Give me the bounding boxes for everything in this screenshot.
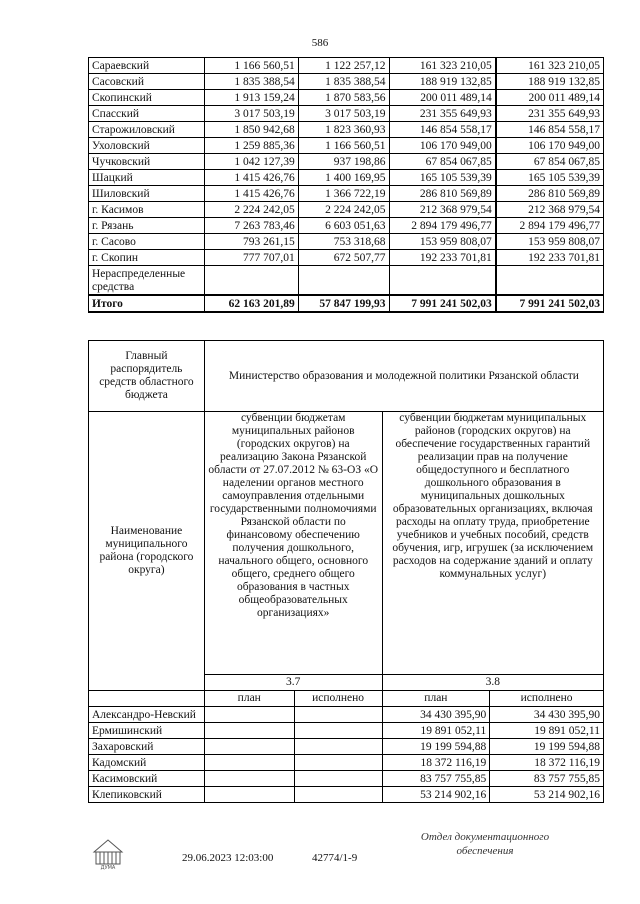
- row-value: 3 017 503,19: [298, 106, 389, 122]
- row-value: 19 199 594,88: [382, 739, 490, 755]
- row-value: 777 707,01: [204, 250, 298, 266]
- row-value: 161 323 210,05: [389, 58, 496, 74]
- row-value: [204, 723, 294, 739]
- row-value: 1 166 560,51: [298, 138, 389, 154]
- row-value: 200 011 489,14: [389, 90, 496, 106]
- row-value: 1 166 560,51: [204, 58, 298, 74]
- table-row: [89, 122, 604, 138]
- row-name: Ухоловский: [89, 138, 205, 154]
- row-name: г. Касимов: [89, 202, 205, 218]
- row-value: 106 170 949,00: [496, 138, 604, 154]
- row-value: 7 991 241 502,03: [496, 295, 604, 312]
- row-value: 231 355 649,93: [389, 106, 496, 122]
- row-value: 1 913 159,24: [204, 90, 298, 106]
- row-name: Итого: [89, 295, 205, 312]
- row-value: [496, 266, 604, 296]
- row-value: 188 919 132,85: [496, 74, 604, 90]
- row-value: 2 224 242,05: [204, 202, 298, 218]
- row-value: 1 415 426,76: [204, 170, 298, 186]
- row-value: 18 372 116,19: [490, 755, 604, 771]
- row-value: 188 919 132,85: [389, 74, 496, 90]
- footer-datetime: 29.06.2023 12:03:00: [182, 852, 274, 864]
- plan-header-37: план: [204, 691, 294, 707]
- department-stamp: [400, 830, 570, 858]
- table-row: [89, 755, 604, 771]
- table-row: [89, 58, 604, 74]
- row-value: 1 415 426,76: [204, 186, 298, 202]
- row-name: Спасский: [89, 106, 205, 122]
- row-value: [294, 707, 382, 723]
- row-value: 672 507,77: [298, 250, 389, 266]
- row-value: [389, 266, 496, 296]
- row-value: 192 233 701,81: [496, 250, 604, 266]
- row-value: 19 891 052,11: [382, 723, 490, 739]
- table-row: [89, 787, 604, 803]
- row-value: 67 854 067,85: [389, 154, 496, 170]
- row-value: 18 372 116,19: [382, 755, 490, 771]
- row-value: 1 850 942,68: [204, 122, 298, 138]
- row-value: 1 835 388,54: [204, 74, 298, 90]
- table-row: [89, 295, 604, 312]
- row-value: 286 810 569,89: [389, 186, 496, 202]
- row-value: 2 894 179 496,77: [389, 218, 496, 234]
- plan-header-38: план: [382, 691, 490, 707]
- row-name: Старожиловский: [89, 122, 205, 138]
- row-name: Нераспределенные средства: [89, 266, 205, 296]
- stamp-line-2: обеспечения: [456, 845, 514, 857]
- table-row: [89, 186, 604, 202]
- row-value: 1 870 583,56: [298, 90, 389, 106]
- row-value: 2 894 179 496,77: [496, 218, 604, 234]
- duma-logo-icon: [88, 830, 128, 870]
- row-name: Александро-Невский: [89, 707, 205, 723]
- row-value: 83 757 755,85: [382, 771, 490, 787]
- row-value: 62 163 201,89: [204, 295, 298, 312]
- row-value: 1 042 127,39: [204, 154, 298, 170]
- row-value: [298, 266, 389, 296]
- row-value: 53 214 902,16: [382, 787, 490, 803]
- table-row: [89, 138, 604, 154]
- row-name: Кадомский: [89, 755, 205, 771]
- row-value: 937 198,86: [298, 154, 389, 170]
- row-value: 286 810 569,89: [496, 186, 604, 202]
- row-value: [204, 755, 294, 771]
- row-value: 1 823 360,93: [298, 122, 389, 138]
- done-header-38: исполнено: [490, 691, 604, 707]
- municipality-label: Наименование муниципального района (городского округа): [89, 412, 205, 691]
- table-row: [89, 170, 604, 186]
- table-row: [89, 234, 604, 250]
- row-value: 161 323 210,05: [496, 58, 604, 74]
- row-value: 1 259 885,36: [204, 138, 298, 154]
- row-name: Шиловский: [89, 186, 205, 202]
- row-value: 212 368 979,54: [389, 202, 496, 218]
- row-value: 67 854 067,85: [496, 154, 604, 170]
- table-row: [89, 106, 604, 122]
- table-row-unallocated: [89, 266, 604, 296]
- page-number: 586: [311, 37, 329, 49]
- row-value: [294, 787, 382, 803]
- row-value: 7 263 783,46: [204, 218, 298, 234]
- row-value: 212 368 979,54: [496, 202, 604, 218]
- logo-text: ДУМА: [100, 865, 116, 870]
- row-value: 53 214 902,16: [490, 787, 604, 803]
- manager-label: Главный распорядитель средств областного бюджета: [89, 341, 205, 412]
- table-row: [89, 154, 604, 170]
- row-value: 146 854 558,17: [389, 122, 496, 138]
- row-name: Клепиковский: [89, 787, 205, 803]
- row-value: 2 224 242,05: [298, 202, 389, 218]
- row-value: 19 199 594,88: [490, 739, 604, 755]
- col-37-code: 3.7: [204, 675, 382, 691]
- manager-value: Министерство образования и молодежной политики Рязанской области: [204, 341, 603, 412]
- row-name: Ермишинский: [89, 723, 205, 739]
- stamp-line-1: Отдел документационного: [420, 831, 550, 843]
- row-name: г. Рязань: [89, 218, 205, 234]
- row-value: [294, 755, 382, 771]
- table-row: [89, 739, 604, 755]
- table-row: [89, 74, 604, 90]
- row-value: [204, 707, 294, 723]
- row-value: 153 959 808,07: [496, 234, 604, 250]
- row-value: 57 847 199,93: [298, 295, 389, 312]
- budget-table-bottom: [88, 340, 604, 803]
- row-value: 6 603 051,63: [298, 218, 389, 234]
- row-value: 1 400 169,95: [298, 170, 389, 186]
- col-38-code: 3.8: [382, 675, 603, 691]
- row-value: 146 854 558,17: [496, 122, 604, 138]
- row-value: 34 430 395,90: [382, 707, 490, 723]
- col-38-description: субвенции бюджетам муниципальных районов (городских округов) на обеспечение государственных гарантий реализации прав на получение общедоступного и бесплатного дошкольного образования в муниципальных дошкольных образовательных организациях, включая расходы на оплату труда, приобретение учебников и учебных пособий, средств обучения, игр, игрушек (за исключением расходов на содержание зданий и оплату коммунальных услуг): [382, 412, 603, 675]
- row-name: Захаровский: [89, 739, 205, 755]
- budget-table-top: [88, 57, 604, 313]
- row-value: [294, 723, 382, 739]
- row-name: Шацкий: [89, 170, 205, 186]
- row-value: 1 366 722,19: [298, 186, 389, 202]
- row-name: Скопинский: [89, 90, 205, 106]
- row-name: Касимовский: [89, 771, 205, 787]
- row-value: [294, 771, 382, 787]
- row-value: 3 017 503,19: [204, 106, 298, 122]
- table-row: [89, 218, 604, 234]
- row-name: Сасовский: [89, 74, 205, 90]
- row-value: [204, 787, 294, 803]
- empty-header-cell: [89, 691, 205, 707]
- table-row: [89, 202, 604, 218]
- table-row: [89, 250, 604, 266]
- row-value: [204, 739, 294, 755]
- row-name: г. Сасово: [89, 234, 205, 250]
- row-name: Сараевский: [89, 58, 205, 74]
- row-name: г. Скопин: [89, 250, 205, 266]
- table-row: [89, 90, 604, 106]
- row-value: 83 757 755,85: [490, 771, 604, 787]
- row-value: 793 261,15: [204, 234, 298, 250]
- table-row: [89, 707, 604, 723]
- row-value: 231 355 649,93: [496, 106, 604, 122]
- footer-doc-number: 42774/1-9: [312, 852, 358, 864]
- row-value: 19 891 052,11: [490, 723, 604, 739]
- row-value: 106 170 949,00: [389, 138, 496, 154]
- row-value: 200 011 489,14: [496, 90, 604, 106]
- row-value: [204, 771, 294, 787]
- row-value: [204, 266, 298, 296]
- col-37-description: субвенции бюджетам муниципальных районов (городских округов) на реализацию Закона Рязанской области от 27.07.2012 № 63-ОЗ «О наделении органов местного самоуправления отдельными государственными полномочиями Рязанской области по финансовому обеспечению получения дошкольного, начального общего, основного общего, среднего общего образования в частных общеобразовательных организациях»: [204, 412, 382, 675]
- row-value: 753 318,68: [298, 234, 389, 250]
- table-row: [89, 771, 604, 787]
- row-value: 165 105 539,39: [496, 170, 604, 186]
- row-value: 1 835 388,54: [298, 74, 389, 90]
- row-value: [294, 739, 382, 755]
- done-header-37: исполнено: [294, 691, 382, 707]
- table-row: [89, 723, 604, 739]
- row-value: 1 122 257,12: [298, 58, 389, 74]
- row-value: 153 959 808,07: [389, 234, 496, 250]
- row-value: 165 105 539,39: [389, 170, 496, 186]
- row-name: Чучковский: [89, 154, 205, 170]
- row-value: 7 991 241 502,03: [389, 295, 496, 312]
- row-value: 192 233 701,81: [389, 250, 496, 266]
- row-value: 34 430 395,90: [490, 707, 604, 723]
